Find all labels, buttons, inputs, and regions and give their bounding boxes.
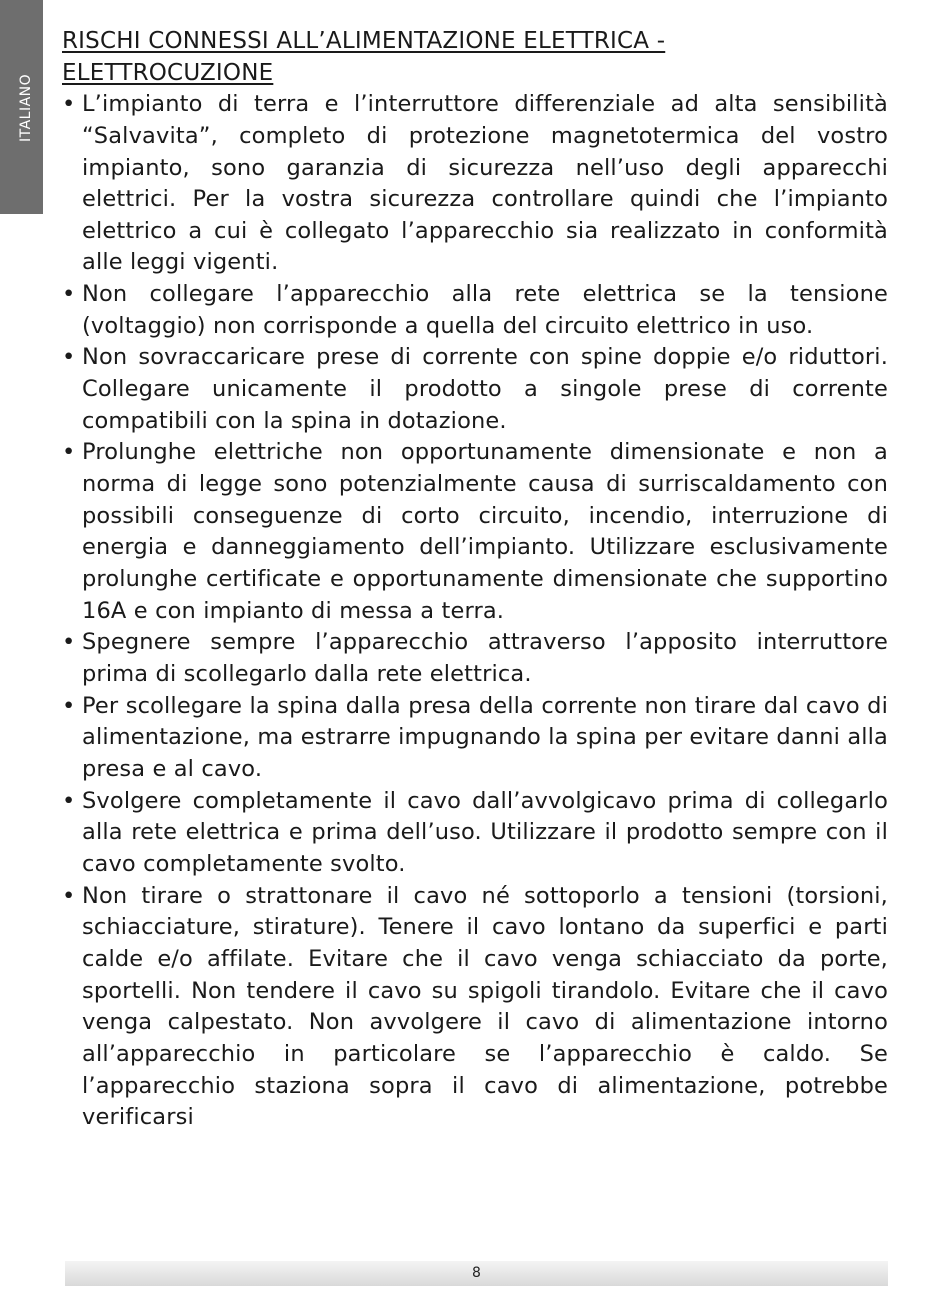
list-item-text: Svolgere completamente il cavo dall’avvolgicavo prima di collegarlo alla rete elettrica e prima dell’uso. Utilizzare il prodotto sempre con il cavo completamente svolto. (82, 787, 888, 877)
language-side-tab (0, 0, 43, 214)
list-item-text: Non collegare l’apparecchio alla rete elettrica se la tensione (voltaggio) non corrisponde a quella del circuito elettrico in uso. (82, 281, 888, 339)
list-item (62, 627, 888, 690)
list-item-text: L’impianto di terra e l’interruttore differenziale ad alta sensibilità “Salvavita”, completo di protezione magnetotermica del vostro impianto, sono garanzia di sicurezza nell’uso degli apparecchi elettrici. Per la vostra sicurezza controllare quindi che l’impianto elettrico a cui è collegato l’apparecchio sia realizzato in conformità alle leggi vigenti. (82, 91, 888, 276)
bullet-icon: • (62, 439, 76, 466)
bullet-icon: • (62, 692, 76, 719)
section-title: RISCHI CONNESSI ALL’ALIMENTAZIONE ELETTRICA - ELETTROCUZIONE (62, 28, 666, 86)
list-item (62, 342, 888, 437)
list-item (62, 89, 888, 279)
bullet-icon: • (62, 629, 76, 656)
bullet-icon: • (62, 281, 76, 308)
list-item-text: Non sovraccaricare prese di corrente con spine doppie e/o riduttori. Collegare unicamente il prodotto a singole prese di corrente compatibili con la spina in dotazione. (82, 344, 888, 434)
bullet-icon: • (62, 344, 76, 371)
list-item-text: Per scollegare la spina dalla presa della corrente non tirare dal cavo di alimentazione, ma estrarre impugnando la spina per evitare danni alla presa e al cavo. (82, 692, 888, 782)
list-item-text: Spegnere sempre l’apparecchio attraverso l’apposito interruttore prima di scollegarlo dalla rete elettrica. (82, 629, 888, 687)
safety-bullet-list (62, 89, 888, 1134)
list-item (62, 881, 888, 1134)
language-label: ITALIANO (18, 73, 34, 142)
bullet-icon: • (62, 787, 76, 814)
list-item (62, 786, 888, 881)
page-content (62, 26, 888, 1134)
bullet-icon: • (62, 91, 76, 118)
list-item-text: Non tirare o strattonare il cavo né sottoporlo a tensioni (torsioni, schiacciature, stirature). Tenere il cavo lontano da superfici e parti calde e/o affilate. Evitare che il cavo venga schiacciato da porte, sportelli. Non tendere il cavo su spigoli tirandolo. Evitare che il cavo venga calpestato. Non avvolgere il cavo di alimentazione intorno all’apparecchio in particolare se l’apparecchio è caldo. Se l’apparecchio staziona sopra il cavo di alimentazione, potrebbe verificarsi (82, 882, 888, 1131)
list-item (62, 437, 888, 627)
list-item (62, 691, 888, 786)
list-item (62, 279, 888, 342)
page-number: 8 (472, 1265, 481, 1281)
page-footer (65, 1261, 888, 1286)
list-item-text: Prolunghe elettriche non opportunamente dimensionate e non a norma di legge sono potenzialmente causa di surriscaldamento con possibili conseguenze di corto circuito, incendio, interruzione di energia e danneggiamento dell’impianto. Utilizzare esclusivamente prolunghe certificate e opportunamente dimensionate che supportino 16A e con impianto di messa a terra. (82, 439, 888, 624)
bullet-icon: • (62, 882, 76, 909)
